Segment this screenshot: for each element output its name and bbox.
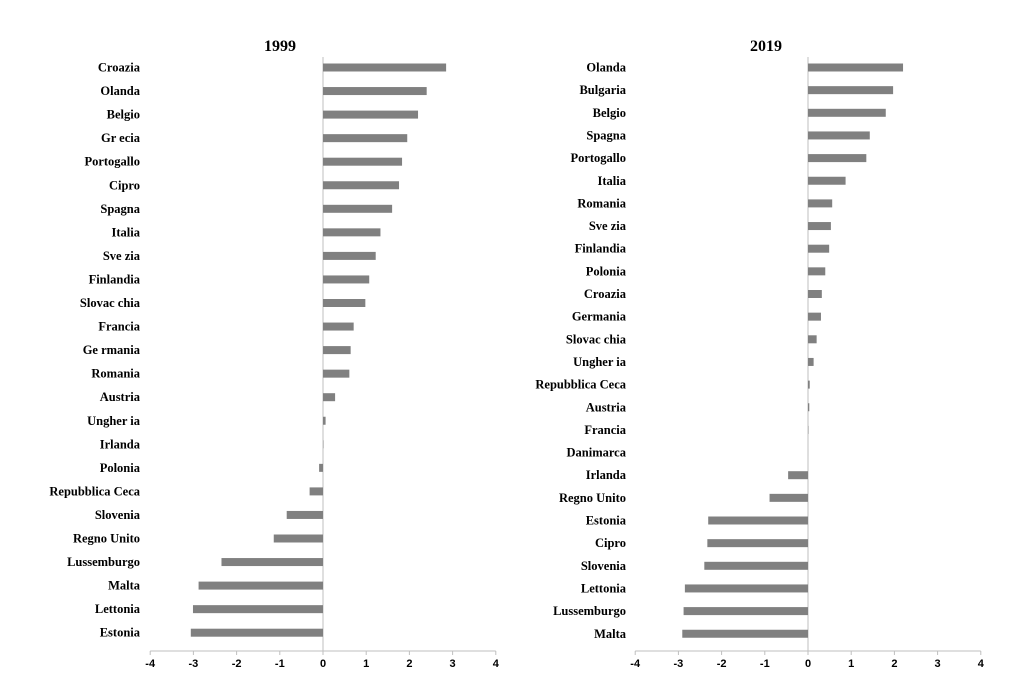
category-label: Austria	[99, 390, 140, 405]
category-label: Lussemburgo	[553, 604, 626, 619]
category-label: Regno Unito	[558, 490, 626, 505]
category-label: Danimarca	[566, 445, 626, 460]
bar	[808, 109, 886, 117]
category-label: Ge rmania	[82, 343, 140, 358]
category-label: Repubblica Ceca	[49, 484, 140, 499]
category-label: Croazia	[583, 287, 626, 301]
category-label: Malta	[594, 626, 626, 641]
bar	[808, 267, 825, 275]
bar	[323, 417, 326, 425]
x-tick-label: 1	[848, 658, 855, 670]
category-label: Portogallo	[84, 154, 140, 169]
category-label: Polonia	[99, 460, 140, 475]
bar	[808, 64, 903, 72]
x-tick-label: 2	[406, 658, 413, 670]
x-tick-label: 4	[492, 658, 499, 670]
bar	[808, 358, 814, 366]
category-label: Cipro	[594, 536, 626, 551]
category-label: Bulgaria	[579, 83, 626, 98]
category-label: Francia	[584, 422, 626, 437]
bars	[191, 64, 446, 637]
category-label: Ungher ia	[573, 354, 626, 369]
x-tick-label: -4	[630, 658, 641, 670]
bar	[708, 517, 808, 525]
x-tick-label: -1	[274, 658, 285, 670]
category-label: Gr ecia	[101, 131, 140, 146]
bar	[323, 252, 376, 260]
bar	[323, 64, 446, 72]
category-label: Sve zia	[102, 248, 140, 263]
category-label: Slovenia	[94, 507, 140, 522]
bar	[310, 487, 323, 495]
category-label: Repubblica Ceca	[535, 377, 626, 392]
category-label: Estonia	[99, 625, 140, 640]
bar	[323, 158, 402, 166]
bar	[808, 313, 821, 321]
category-label: Spagna	[586, 128, 626, 143]
bar	[319, 464, 323, 472]
category-label: Slovac chia	[79, 296, 140, 310]
category-label: Slovenia	[580, 558, 626, 573]
bar	[808, 335, 817, 343]
bar	[323, 299, 365, 307]
bar	[808, 177, 846, 185]
bar	[808, 290, 822, 298]
x-tick-label: -3	[673, 658, 684, 670]
bar	[287, 511, 323, 519]
category-label: Olanda	[586, 60, 626, 75]
category-label: Sve zia	[588, 219, 626, 234]
category-label: Malta	[108, 578, 140, 593]
x-tick-labels	[630, 651, 984, 670]
category-label: Spagna	[100, 201, 140, 216]
bar	[323, 346, 351, 354]
category-label: Cipro	[108, 178, 140, 193]
bar	[323, 205, 392, 213]
bar	[685, 584, 808, 592]
bar	[770, 494, 808, 502]
bar	[193, 605, 323, 613]
bar	[808, 245, 829, 253]
bar	[323, 370, 349, 378]
bar	[684, 607, 808, 615]
category-label: Italia	[111, 225, 140, 240]
x-tick-label: 2	[891, 658, 898, 670]
bar	[323, 87, 427, 95]
bar	[323, 323, 354, 331]
category-label: Croazia	[97, 60, 140, 75]
x-tick-label: 3	[449, 658, 456, 670]
bar	[707, 539, 808, 547]
bar	[274, 535, 323, 543]
bar	[808, 222, 831, 230]
chart-panel-1999	[49, 38, 499, 670]
category-label: Estonia	[585, 513, 626, 528]
category-label: Portogallo	[570, 151, 626, 166]
category-label: Lettonia	[580, 581, 626, 596]
category-label: Germania	[571, 309, 626, 324]
category-label: Francia	[98, 319, 140, 334]
bar	[323, 181, 399, 189]
x-tick-label: -4	[145, 658, 156, 670]
category-label: Romania	[91, 366, 140, 381]
bar	[808, 86, 893, 94]
bar	[808, 131, 870, 139]
category-label: Belgio	[592, 105, 626, 120]
bar	[199, 582, 323, 590]
category-label: Finlandia	[574, 241, 626, 256]
category-labels	[535, 61, 626, 641]
bar	[808, 381, 810, 389]
category-label: Lussemburgo	[67, 555, 140, 570]
category-label: Finlandia	[88, 272, 140, 287]
bar	[323, 393, 335, 401]
category-label: Regno Unito	[72, 531, 140, 546]
chart-title: 2019	[750, 38, 782, 55]
x-tick-label: 1	[363, 658, 370, 670]
category-label: Irlanda	[585, 468, 626, 483]
x-tick-label: 0	[319, 658, 327, 670]
bar	[191, 629, 323, 637]
bar	[808, 154, 866, 162]
bars	[682, 64, 903, 638]
category-label: Polonia	[585, 264, 626, 279]
category-label: Olanda	[100, 84, 140, 99]
bar	[704, 562, 808, 570]
bar	[323, 111, 418, 119]
x-tick-label: -2	[716, 658, 727, 670]
category-label: Irlanda	[99, 437, 140, 452]
bar	[808, 199, 832, 207]
category-label: Belgio	[106, 107, 140, 122]
x-tick-label: -3	[188, 658, 199, 670]
bar	[221, 558, 323, 566]
bar	[323, 228, 380, 236]
bar	[323, 134, 407, 142]
bar	[788, 471, 808, 479]
x-tick-label: -1	[759, 658, 770, 670]
x-tick-label: 4	[977, 658, 984, 670]
x-tick-label: -2	[231, 658, 242, 670]
category-label: Austria	[585, 400, 626, 415]
category-label: Italia	[597, 173, 626, 188]
x-tick-label: 3	[934, 658, 941, 670]
x-tick-labels	[145, 651, 499, 670]
chart-title: 1999	[264, 38, 296, 55]
category-labels	[49, 61, 140, 640]
category-label: Romania	[577, 196, 626, 211]
bar	[323, 275, 369, 283]
category-label: Slovac chia	[565, 332, 626, 347]
category-label: Ungher ia	[87, 413, 140, 428]
category-label: Lettonia	[94, 602, 140, 617]
bar	[808, 403, 809, 411]
bar	[682, 630, 808, 638]
x-tick-label: 0	[804, 658, 812, 670]
chart-panel-2019	[535, 38, 984, 670]
